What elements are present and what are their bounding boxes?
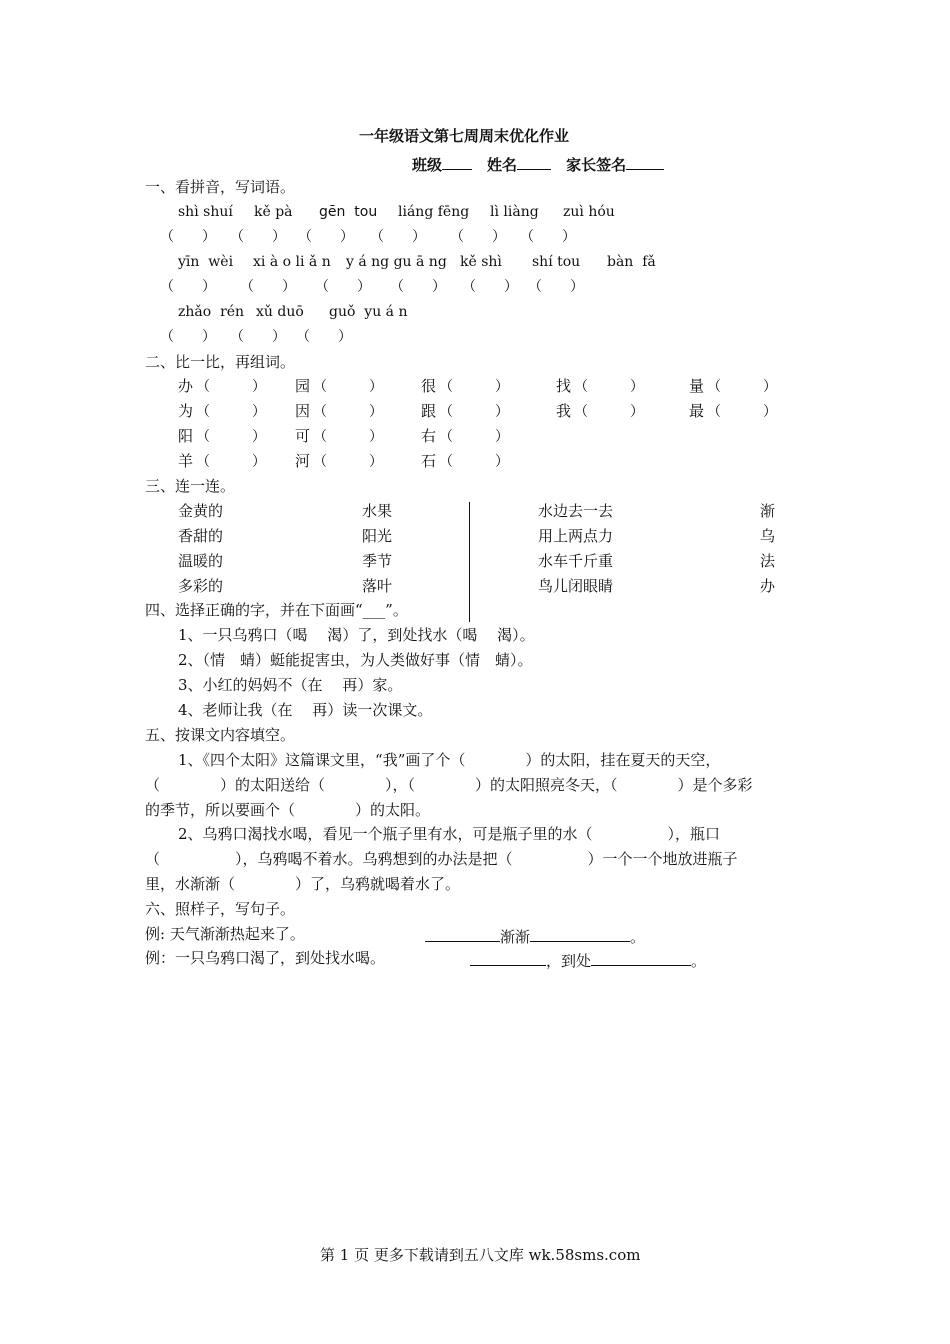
- write-sentence[interactable]: [425, 927, 645, 945]
- compare-char: 河: [295, 452, 311, 470]
- example-sentence: 例: 天气渐渐热起来了。: [145, 925, 305, 943]
- compare-char: 很: [421, 377, 437, 395]
- match-item[interactable]: 水车千斤重: [538, 552, 614, 570]
- choice-question[interactable]: 3、小红的妈妈不（在 再）家。: [178, 676, 403, 694]
- sign-label: 家长签名: [566, 156, 627, 174]
- match-item[interactable]: 香甜的: [178, 527, 224, 545]
- keyword: 渐渐: [500, 928, 531, 946]
- keyword: ，到处: [546, 952, 592, 970]
- answer-paren[interactable]: （ ）: [313, 379, 383, 395]
- match-item[interactable]: 法: [760, 552, 776, 570]
- fill-line[interactable]: 里，水渐渐（ ）了，乌鸦就喝着水了。: [145, 875, 461, 893]
- pinyin: gēn tou: [319, 204, 378, 220]
- section1-heading: 一、看拼音，写词语。: [145, 178, 296, 196]
- fill-line[interactable]: 2、乌鸦口渴找水喝，看见一个瓶子里有水，可是瓶子里的水（ ），瓶口: [178, 825, 721, 843]
- answer-paren[interactable]: （ ）: [439, 454, 509, 470]
- class-label: 班级: [412, 156, 443, 174]
- pinyin: kě pà: [254, 204, 293, 220]
- period: 。: [691, 952, 707, 970]
- compare-char: 可: [295, 427, 311, 445]
- period: 。: [630, 928, 646, 946]
- answer-paren[interactable]: （ ）: [313, 429, 383, 445]
- compare-char: 右: [421, 427, 437, 445]
- answer-paren[interactable]: （ ）: [439, 404, 509, 420]
- choice-question[interactable]: 4、老师让我（在 再）读一次课文。: [178, 701, 433, 719]
- answer-paren[interactable]: （ ）: [196, 454, 266, 470]
- section6-heading: 六、照样子，写句子。: [145, 900, 296, 918]
- answer-paren[interactable]: （ ）: [196, 404, 266, 420]
- answer-paren[interactable]: （ ）: [196, 429, 266, 445]
- answer-blank[interactable]: [591, 951, 691, 966]
- answer-paren[interactable]: （ ）: [528, 279, 584, 295]
- match-item[interactable]: 渐: [760, 502, 776, 520]
- pinyin: yīn wèi: [178, 254, 234, 270]
- section2-heading: 二、比一比，再组词。: [145, 353, 296, 371]
- sign-blank[interactable]: [626, 155, 664, 170]
- match-item[interactable]: 阳光: [362, 527, 393, 545]
- answer-paren[interactable]: （ ）: [160, 329, 216, 345]
- match-item[interactable]: 用上两点力: [538, 527, 614, 545]
- match-item[interactable]: 多彩的: [178, 577, 224, 595]
- pinyin: guǒ yu á n: [329, 304, 408, 320]
- compare-char: 最: [689, 402, 705, 420]
- answer-paren[interactable]: （ ）: [160, 279, 216, 295]
- pinyin: lì liàng: [490, 204, 539, 220]
- section3-heading: 三、连一连。: [145, 477, 236, 495]
- match-item[interactable]: 水果: [362, 502, 393, 520]
- choice-question[interactable]: 2、（情 蜻）蜓能捉害虫，为人类做好事（情 蜻）。: [178, 651, 533, 669]
- pinyin: zhǎo rén: [178, 304, 245, 320]
- class-blank[interactable]: [442, 155, 472, 170]
- pinyin: zuì hóu: [563, 204, 615, 220]
- name-blank[interactable]: [517, 155, 551, 170]
- page-title: 一年级语文第七周周末优化作业: [359, 127, 570, 145]
- compare-char: 为: [178, 402, 194, 420]
- name-label: 姓名: [487, 156, 518, 174]
- pinyin: y á ng gu ā ng: [346, 254, 447, 270]
- pinyin: kě shì: [460, 254, 502, 270]
- write-sentence[interactable]: [470, 951, 706, 969]
- fill-line[interactable]: 的季节，所以要画个（ ）的太阳。: [145, 801, 431, 819]
- answer-paren[interactable]: （ ）: [520, 229, 576, 245]
- section4-heading: 四、选择正确的字，并在下面画“___”。: [145, 601, 408, 619]
- compare-char: 跟: [421, 402, 437, 420]
- header-fields: [412, 155, 664, 173]
- pinyin: shí tou: [532, 254, 581, 270]
- answer-paren[interactable]: （ ）: [230, 329, 286, 345]
- answer-blank[interactable]: [425, 927, 500, 942]
- pinyin: liáng fēng: [398, 204, 470, 220]
- match-item[interactable]: 乌: [760, 527, 776, 545]
- compare-char: 量: [689, 377, 705, 395]
- compare-char: 办: [178, 377, 194, 395]
- answer-paren[interactable]: （ ）: [439, 379, 509, 395]
- pinyin: shì shuí: [178, 204, 233, 220]
- fill-line[interactable]: （ ）的太阳送给（ ），（ ）的太阳照亮冬天，（ ）是个多彩: [145, 776, 753, 794]
- compare-char: 园: [295, 377, 311, 395]
- fill-line[interactable]: （ ），乌鸦喝不着水。乌鸦想到的办法是把（ ）一个一个地放进瓶子: [145, 850, 738, 868]
- answer-paren[interactable]: （ ）: [296, 329, 352, 345]
- answer-paren[interactable]: （ ）: [450, 229, 506, 245]
- fill-line[interactable]: 1、《四个太阳》这篇课文里，“我”画了个（ ）的太阳，挂在夏天的天空，: [178, 751, 721, 769]
- compare-char: 因: [295, 402, 311, 420]
- answer-paren[interactable]: （ ）: [315, 279, 371, 295]
- pinyin: bàn fǎ: [607, 254, 656, 270]
- answer-paren[interactable]: （ ）: [707, 379, 777, 395]
- answer-paren[interactable]: （ ）: [439, 429, 509, 445]
- match-item[interactable]: 季节: [362, 552, 393, 570]
- answer-paren[interactable]: （ ）: [313, 404, 383, 420]
- compare-char: 阳: [178, 427, 194, 445]
- answer-paren[interactable]: （ ）: [196, 379, 266, 395]
- answer-blank[interactable]: [470, 951, 546, 966]
- answer-paren[interactable]: （ ）: [313, 454, 383, 470]
- answer-paren[interactable]: （ ）: [462, 279, 518, 295]
- match-item[interactable]: 办: [760, 577, 776, 595]
- match-item[interactable]: 鸟儿闭眼睛: [538, 577, 614, 595]
- example-sentence: 例：一只乌鸦口渴了，到处找水喝。: [145, 949, 386, 967]
- answer-paren[interactable]: （ ）: [160, 229, 216, 245]
- pinyin: xi à o li ǎ n: [253, 254, 331, 270]
- section5-heading: 五、按课文内容填空。: [145, 726, 296, 744]
- match-item[interactable]: 水边去一去: [538, 502, 614, 520]
- answer-paren[interactable]: （ ）: [298, 229, 354, 245]
- answer-paren[interactable]: （ ）: [240, 279, 296, 295]
- match-item[interactable]: 金黄的: [178, 502, 224, 520]
- answer-paren[interactable]: （ ）: [707, 404, 777, 420]
- compare-char: 我: [556, 402, 572, 420]
- match-item[interactable]: 温暖的: [178, 552, 224, 570]
- answer-paren[interactable]: （ ）: [574, 404, 644, 420]
- answer-paren[interactable]: （ ）: [370, 229, 426, 245]
- compare-char: 石: [421, 452, 437, 470]
- page-footer: 第 1 页 更多下载请到五八文库 wk.58sms.com: [320, 1246, 641, 1264]
- pinyin: xǔ duō: [256, 304, 304, 320]
- match-item[interactable]: 落叶: [362, 577, 393, 595]
- divider-line: [469, 502, 470, 622]
- choice-question[interactable]: 1、一只乌鸦口（喝 渴）了，到处找水（喝 渴）。: [178, 626, 535, 644]
- answer-paren[interactable]: （ ）: [390, 279, 446, 295]
- answer-blank[interactable]: [530, 927, 630, 942]
- answer-paren[interactable]: （ ）: [574, 379, 644, 395]
- compare-char: 羊: [178, 452, 194, 470]
- compare-char: 找: [556, 377, 572, 395]
- answer-paren[interactable]: （ ）: [230, 229, 286, 245]
